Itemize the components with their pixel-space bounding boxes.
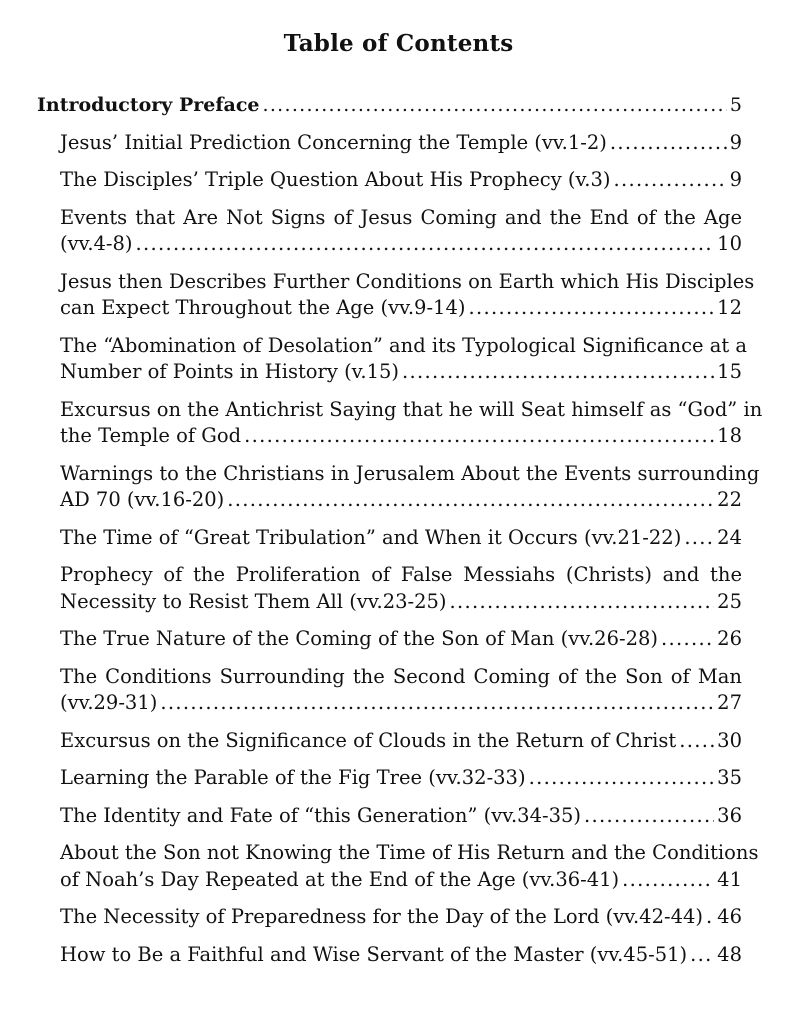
dot-leader	[244, 423, 714, 450]
toc-entry-line	[60, 765, 742, 792]
dot-leader	[684, 525, 714, 552]
toc-entry-title-line1: Prophecy of the Proliferation of False Messiahs (Christs) and the	[60, 563, 742, 586]
dot-leader	[610, 130, 727, 157]
toc-entry-title: Jesus’ Initial Prediction Concerning the Temple (vv.1-2)	[60, 130, 607, 154]
toc-entry-page-number: 48	[717, 942, 742, 966]
toc-entry-title: the Temple of God	[60, 424, 242, 447]
toc-entry-page-number: 9	[729, 168, 742, 191]
toc-entry[interactable]	[60, 461, 760, 514]
toc-entry-title: The True Nature of the Coming of the Son of Man (vv.26-28)	[60, 627, 658, 650]
toc-entry-line	[60, 867, 742, 894]
toc-entry[interactable]	[60, 205, 742, 258]
toc-entry-page-number: 25	[717, 589, 742, 613]
toc-entry[interactable]	[60, 130, 742, 157]
toc-entry[interactable]	[60, 840, 759, 893]
dot-leader	[613, 167, 726, 194]
toc-entry-line	[60, 904, 742, 931]
toc-entry[interactable]	[60, 904, 742, 931]
toc-entry-line	[60, 167, 742, 194]
toc-entry-line	[60, 525, 742, 552]
toc-entry[interactable]	[60, 525, 742, 552]
toc-entry-page-number: 5	[729, 94, 742, 116]
dot-leader	[661, 626, 714, 653]
dot-leader	[160, 690, 714, 717]
toc-entry[interactable]	[37, 92, 742, 119]
toc-entry-line	[60, 295, 742, 322]
toc-entry-page-number: 30	[717, 728, 742, 752]
toc-entry[interactable]	[60, 562, 742, 615]
toc-entry-line	[60, 359, 742, 386]
toc-entry[interactable]	[60, 765, 742, 792]
toc-entry-page-number: 15	[717, 360, 742, 383]
toc-entry-title: Number of Points in History (v.15)	[60, 360, 400, 383]
dot-leader	[262, 92, 726, 119]
toc-entry-page-number: 35	[717, 766, 742, 789]
toc-entry-line	[60, 690, 742, 717]
toc-entry[interactable]	[60, 397, 763, 450]
toc-entry-line	[60, 130, 742, 157]
toc-entry-title: can Expect Throughout the Age (vv.9-14)	[60, 296, 466, 319]
toc-entry-line	[60, 231, 742, 258]
dot-leader	[706, 904, 714, 931]
toc-entry[interactable]	[60, 333, 748, 386]
dot-leader	[450, 589, 715, 616]
toc-entry[interactable]	[60, 626, 742, 653]
dot-leader	[690, 942, 714, 969]
toc-entry-title: The Necessity of Preparedness for the Day of the Lord (vv.42-44)	[60, 905, 703, 928]
toc-entry-page-number: 41	[717, 867, 742, 891]
toc-entry-title-line1: Jesus then Describes Further Conditions on Earth which His Disciples	[60, 269, 755, 293]
toc-entry[interactable]	[60, 942, 742, 969]
toc-entry-line	[60, 423, 742, 450]
toc-entry-title: (vv.4-8)	[60, 232, 133, 255]
toc-entry-page-number: 18	[717, 424, 742, 447]
toc-entry-title-line1: The Conditions Surrounding the Second Coming of the Son of Man	[60, 664, 742, 688]
table-of-contents	[37, 92, 763, 979]
toc-entry[interactable]	[60, 167, 742, 194]
toc-entry-title: AD 70 (vv.16-20)	[60, 488, 225, 511]
page-title: Table of Contents	[283, 30, 514, 57]
toc-entry-page-number: 26	[717, 627, 742, 650]
toc-entry-page-number: 36	[717, 803, 742, 827]
dot-leader	[529, 765, 715, 792]
toc-entry[interactable]	[60, 664, 742, 717]
toc-entry-line	[60, 942, 742, 969]
toc-entry[interactable]	[60, 728, 742, 755]
toc-entry[interactable]	[60, 269, 755, 322]
toc-entry-page-number: 10	[717, 232, 742, 255]
toc-entry-title-line1: The “Abomination of Desolation” and its Typological Significance at a	[60, 333, 748, 357]
dot-leader	[402, 359, 714, 386]
toc-entry-page-number: 46	[717, 905, 742, 928]
toc-entry-title: of Noah’s Day Repeated at the End of the Age (vv.36-41)	[60, 867, 620, 891]
toc-entry-page-number: 22	[717, 488, 742, 511]
dot-leader	[468, 295, 714, 322]
dot-leader	[679, 728, 714, 755]
dot-leader	[136, 231, 715, 258]
toc-entry-title: The Time of “Great Tribulation” and When it Occurs (vv.21-22)	[60, 525, 682, 549]
toc-entry-title: The Disciples’ Triple Question About His Prophecy (v.3)	[60, 168, 611, 191]
dot-leader	[622, 867, 714, 894]
toc-entry-title: Necessity to Resist Them All (vv.23-25)	[60, 589, 447, 613]
toc-entry-line	[60, 487, 742, 514]
toc-entry-page-number: 9	[729, 130, 742, 154]
toc-entry-title-line1: Excursus on the Antichrist Saying that he will Seat himself as “God” in	[60, 397, 763, 421]
toc-entry-title: (vv.29-31)	[60, 691, 158, 714]
toc-entry-title: How to Be a Faithful and Wise Servant of the Master (vv.45-51)	[60, 942, 688, 966]
toc-entry-page-number: 24	[717, 525, 742, 549]
dot-leader	[584, 803, 714, 830]
toc-entry-title-line1: Warnings to the Christians in Jerusalem About the Events surrounding	[60, 461, 760, 485]
toc-entry-line	[37, 92, 742, 119]
toc-entry-title: The Identity and Fate of “this Generation” (vv.34-35)	[60, 803, 581, 827]
toc-entry-line	[60, 589, 742, 616]
toc-entry-line	[60, 803, 742, 830]
toc-entry-page-number: 12	[717, 296, 742, 319]
toc-entry-line	[60, 626, 742, 653]
toc-entry-title-line1: Events that Are Not Signs of Jesus Coming and the End of the Age	[60, 205, 742, 229]
toc-entry-title: Excursus on the Significance of Clouds in the Return of Christ	[60, 728, 677, 752]
toc-entry-title: Introductory Preface	[37, 94, 260, 116]
toc-entry-title-line1: About the Son not Knowing the Time of His Return and the Conditions	[60, 841, 759, 864]
toc-entry-page-number: 27	[717, 691, 742, 714]
toc-entry-title: Learning the Parable of the Fig Tree (vv.32-33)	[60, 766, 526, 789]
dot-leader	[227, 487, 714, 514]
toc-entry-line	[60, 728, 742, 755]
toc-entry[interactable]	[60, 803, 742, 830]
